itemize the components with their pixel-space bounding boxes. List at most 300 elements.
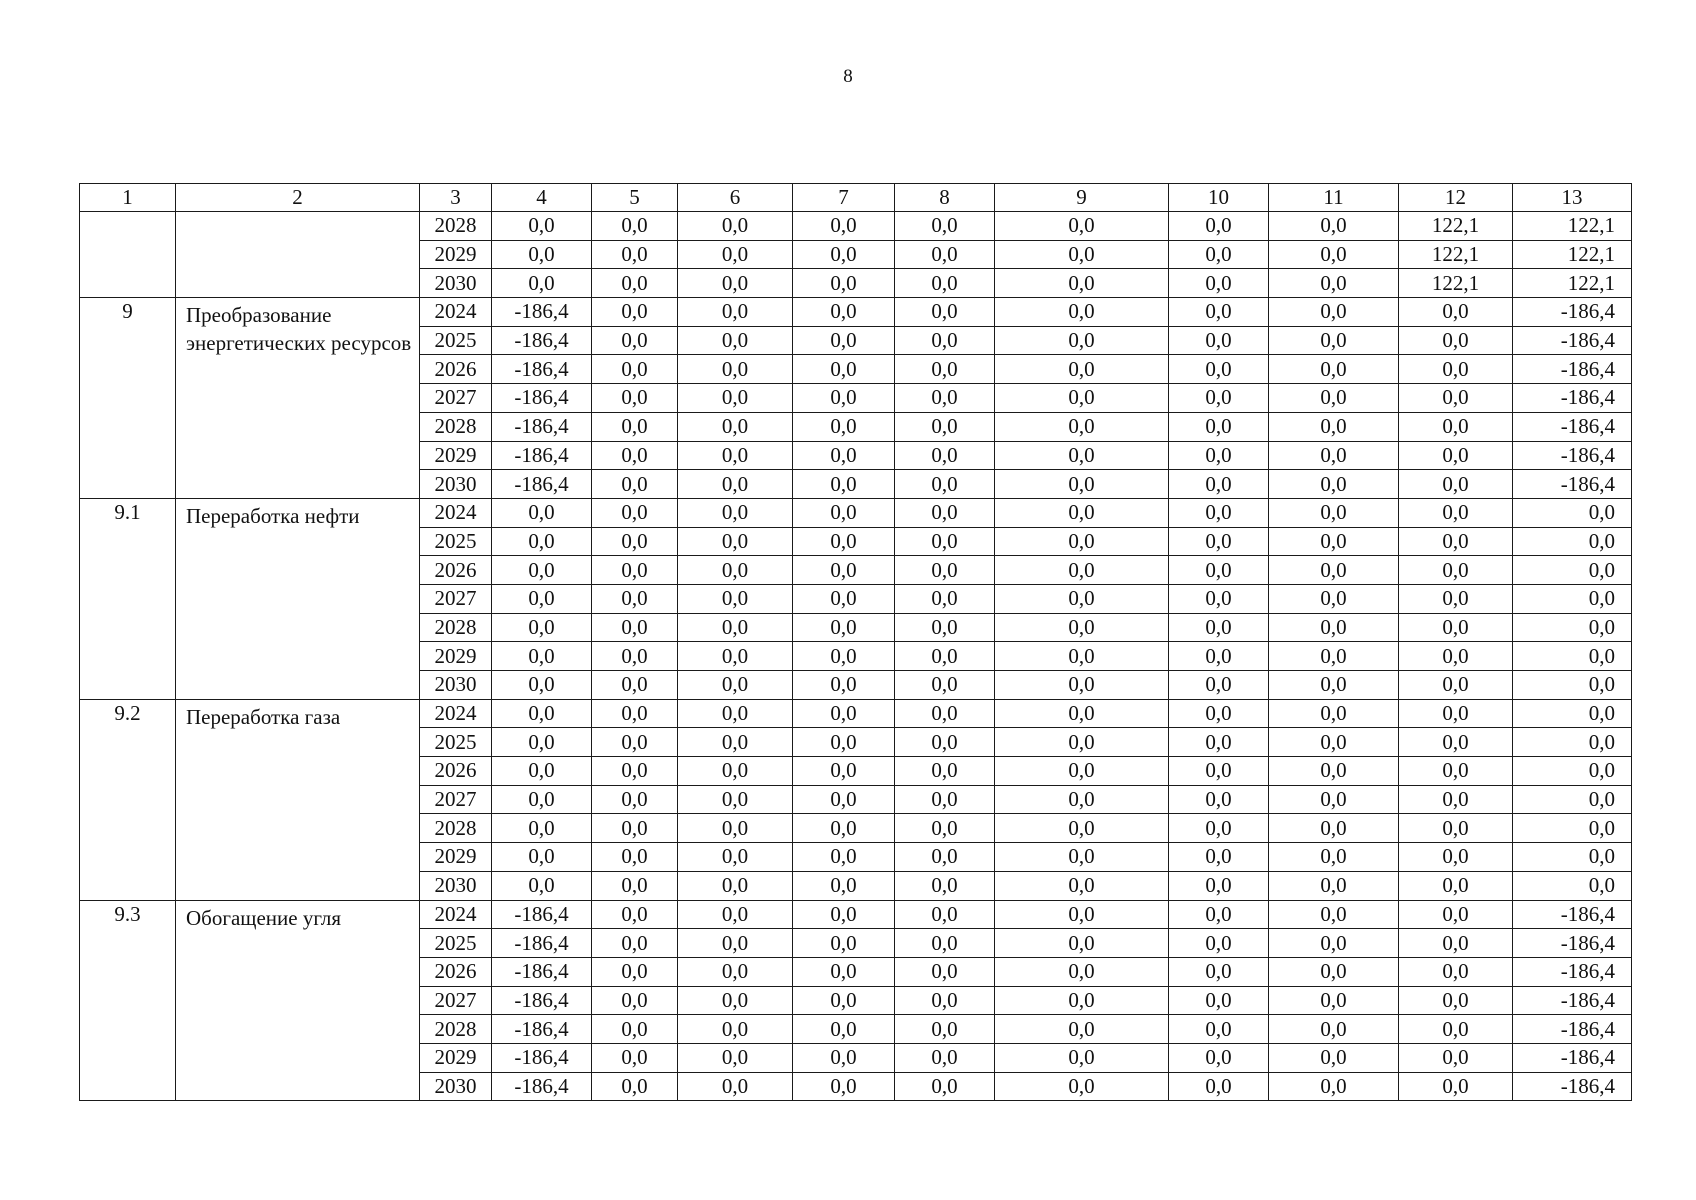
value-cell: 0,0 bbox=[895, 556, 995, 585]
value-cell: 0,0 bbox=[793, 441, 895, 470]
value-cell: 0,0 bbox=[995, 814, 1169, 843]
value-cell: 0,0 bbox=[895, 843, 995, 872]
value-cell: -186,4 bbox=[492, 1043, 592, 1072]
value-cell: 0,0 bbox=[1169, 728, 1269, 757]
value-cell: 0,0 bbox=[1513, 814, 1632, 843]
value-cell: 0,0 bbox=[895, 240, 995, 269]
value-cell: 0,0 bbox=[1169, 613, 1269, 642]
value-cell: 0,0 bbox=[1513, 843, 1632, 872]
row-number-cell bbox=[80, 212, 176, 298]
value-cell: 122,1 bbox=[1399, 212, 1513, 241]
value-cell: 0,0 bbox=[1269, 1015, 1399, 1044]
value-cell: -186,4 bbox=[1513, 326, 1632, 355]
value-cell: 0,0 bbox=[895, 584, 995, 613]
value-cell: 0,0 bbox=[895, 298, 995, 327]
value-cell: 0,0 bbox=[895, 470, 995, 499]
value-cell: 0,0 bbox=[678, 757, 793, 786]
value-cell: 0,0 bbox=[592, 412, 678, 441]
value-cell: 0,0 bbox=[592, 1072, 678, 1101]
value-cell: 0,0 bbox=[1169, 871, 1269, 900]
header-cell: 11 bbox=[1269, 184, 1399, 212]
value-cell: 0,0 bbox=[678, 986, 793, 1015]
value-cell: 0,0 bbox=[1169, 1015, 1269, 1044]
value-cell: 0,0 bbox=[995, 900, 1169, 929]
value-cell: 0,0 bbox=[1399, 843, 1513, 872]
value-cell: -186,4 bbox=[1513, 412, 1632, 441]
value-cell: 0,0 bbox=[1269, 470, 1399, 499]
value-cell: 0,0 bbox=[592, 527, 678, 556]
value-cell: 0,0 bbox=[1269, 871, 1399, 900]
year-cell: 2025 bbox=[420, 326, 492, 355]
value-cell: -186,4 bbox=[1513, 1043, 1632, 1072]
value-cell: 0,0 bbox=[995, 212, 1169, 241]
year-cell: 2028 bbox=[420, 1015, 492, 1044]
value-cell: 0,0 bbox=[895, 355, 995, 384]
value-cell: 0,0 bbox=[592, 1015, 678, 1044]
year-cell: 2024 bbox=[420, 498, 492, 527]
value-cell: 0,0 bbox=[592, 240, 678, 269]
value-cell: -186,4 bbox=[492, 929, 592, 958]
row-number-cell: 9.1 bbox=[80, 498, 176, 699]
value-cell: 0,0 bbox=[1269, 843, 1399, 872]
value-cell: 0,0 bbox=[492, 613, 592, 642]
value-cell: 0,0 bbox=[1399, 470, 1513, 499]
value-cell: 0,0 bbox=[1269, 355, 1399, 384]
value-cell: -186,4 bbox=[492, 441, 592, 470]
year-cell: 2030 bbox=[420, 671, 492, 700]
value-cell: -186,4 bbox=[1513, 1015, 1632, 1044]
year-cell: 2024 bbox=[420, 900, 492, 929]
value-cell: 0,0 bbox=[1399, 412, 1513, 441]
year-cell: 2027 bbox=[420, 584, 492, 613]
row-name-cell: Обогащение угля bbox=[176, 900, 420, 1101]
value-cell: 0,0 bbox=[592, 269, 678, 298]
value-cell: 0,0 bbox=[895, 957, 995, 986]
value-cell: 0,0 bbox=[1169, 699, 1269, 728]
year-cell: 2027 bbox=[420, 785, 492, 814]
value-cell: -186,4 bbox=[1513, 298, 1632, 327]
value-cell: 0,0 bbox=[1269, 212, 1399, 241]
value-cell: 0,0 bbox=[492, 556, 592, 585]
value-cell: 0,0 bbox=[492, 212, 592, 241]
value-cell: 0,0 bbox=[895, 613, 995, 642]
value-cell: 0,0 bbox=[1513, 527, 1632, 556]
value-cell: 0,0 bbox=[1269, 527, 1399, 556]
value-cell: 0,0 bbox=[1399, 671, 1513, 700]
value-cell: 122,1 bbox=[1399, 269, 1513, 298]
value-cell: 0,0 bbox=[1513, 871, 1632, 900]
value-cell: 0,0 bbox=[895, 269, 995, 298]
value-cell: 0,0 bbox=[492, 642, 592, 671]
value-cell: 0,0 bbox=[895, 871, 995, 900]
value-cell: 0,0 bbox=[1269, 785, 1399, 814]
value-cell: 0,0 bbox=[1513, 613, 1632, 642]
year-cell: 2024 bbox=[420, 699, 492, 728]
value-cell: 0,0 bbox=[592, 326, 678, 355]
value-cell: 0,0 bbox=[895, 527, 995, 556]
value-cell: 0,0 bbox=[1169, 269, 1269, 298]
value-cell: 122,1 bbox=[1399, 240, 1513, 269]
value-cell: 0,0 bbox=[592, 642, 678, 671]
value-cell: 0,0 bbox=[793, 642, 895, 671]
value-cell: -186,4 bbox=[1513, 384, 1632, 413]
value-cell: 0,0 bbox=[1399, 1072, 1513, 1101]
value-cell: 0,0 bbox=[1269, 269, 1399, 298]
value-cell: 0,0 bbox=[793, 1015, 895, 1044]
year-cell: 2026 bbox=[420, 355, 492, 384]
value-cell: 0,0 bbox=[995, 1072, 1169, 1101]
row-number-cell: 9.3 bbox=[80, 900, 176, 1101]
value-cell: 0,0 bbox=[895, 326, 995, 355]
page-number: 8 bbox=[843, 66, 853, 87]
value-cell: 0,0 bbox=[793, 556, 895, 585]
value-cell: -186,4 bbox=[492, 470, 592, 499]
value-cell: 0,0 bbox=[1399, 326, 1513, 355]
value-cell: 0,0 bbox=[678, 470, 793, 499]
value-cell: -186,4 bbox=[492, 1015, 592, 1044]
year-cell: 2025 bbox=[420, 527, 492, 556]
value-cell: 0,0 bbox=[1399, 785, 1513, 814]
value-cell: 0,0 bbox=[592, 584, 678, 613]
header-row bbox=[80, 184, 1632, 212]
value-cell: 0,0 bbox=[1169, 384, 1269, 413]
table-row bbox=[80, 212, 1632, 241]
value-cell: 0,0 bbox=[1169, 1072, 1269, 1101]
value-cell: 0,0 bbox=[995, 671, 1169, 700]
value-cell: 0,0 bbox=[678, 212, 793, 241]
value-cell: 0,0 bbox=[492, 584, 592, 613]
value-cell: 0,0 bbox=[995, 441, 1169, 470]
value-cell: 0,0 bbox=[793, 269, 895, 298]
year-cell: 2029 bbox=[420, 240, 492, 269]
value-cell: 0,0 bbox=[995, 412, 1169, 441]
value-cell: 0,0 bbox=[678, 1072, 793, 1101]
year-cell: 2028 bbox=[420, 814, 492, 843]
table-row bbox=[80, 498, 1632, 527]
value-cell: 0,0 bbox=[793, 584, 895, 613]
value-cell: 0,0 bbox=[1399, 384, 1513, 413]
value-cell: 0,0 bbox=[895, 986, 995, 1015]
value-cell: 0,0 bbox=[793, 757, 895, 786]
header-cell: 10 bbox=[1169, 184, 1269, 212]
value-cell: 0,0 bbox=[492, 785, 592, 814]
value-cell: 0,0 bbox=[995, 728, 1169, 757]
value-cell: 0,0 bbox=[1399, 556, 1513, 585]
value-cell: 0,0 bbox=[678, 1015, 793, 1044]
value-cell: -186,4 bbox=[492, 298, 592, 327]
row-name-cell: Переработка нефти bbox=[176, 498, 420, 699]
value-cell: 0,0 bbox=[895, 642, 995, 671]
value-cell: 0,0 bbox=[895, 1043, 995, 1072]
value-cell: 0,0 bbox=[1169, 1043, 1269, 1072]
table-row bbox=[80, 298, 1632, 327]
value-cell: 0,0 bbox=[1169, 957, 1269, 986]
value-cell: 0,0 bbox=[492, 757, 592, 786]
year-cell: 2029 bbox=[420, 1043, 492, 1072]
value-cell: 0,0 bbox=[995, 269, 1169, 298]
value-cell: 0,0 bbox=[1169, 671, 1269, 700]
value-cell: 0,0 bbox=[678, 843, 793, 872]
value-cell: 0,0 bbox=[995, 929, 1169, 958]
value-cell: 0,0 bbox=[1399, 957, 1513, 986]
value-cell: 122,1 bbox=[1513, 269, 1632, 298]
value-cell: 0,0 bbox=[793, 986, 895, 1015]
value-cell: 0,0 bbox=[995, 843, 1169, 872]
value-cell: 0,0 bbox=[995, 384, 1169, 413]
value-cell: 0,0 bbox=[592, 986, 678, 1015]
value-cell: -186,4 bbox=[492, 1072, 592, 1101]
value-cell: 0,0 bbox=[592, 671, 678, 700]
value-cell: 0,0 bbox=[592, 728, 678, 757]
value-cell: -186,4 bbox=[492, 957, 592, 986]
header-cell: 3 bbox=[420, 184, 492, 212]
value-cell: 0,0 bbox=[895, 900, 995, 929]
row-number-cell: 9.2 bbox=[80, 699, 176, 900]
value-cell: -186,4 bbox=[1513, 900, 1632, 929]
value-cell: 0,0 bbox=[678, 929, 793, 958]
value-cell: -186,4 bbox=[492, 355, 592, 384]
value-cell: 0,0 bbox=[1399, 298, 1513, 327]
value-cell: 0,0 bbox=[895, 728, 995, 757]
value-cell: 0,0 bbox=[1169, 986, 1269, 1015]
value-cell: 0,0 bbox=[592, 470, 678, 499]
value-cell: 0,0 bbox=[1169, 298, 1269, 327]
value-cell: 0,0 bbox=[1399, 1043, 1513, 1072]
year-cell: 2024 bbox=[420, 298, 492, 327]
value-cell: -186,4 bbox=[1513, 355, 1632, 384]
year-cell: 2028 bbox=[420, 412, 492, 441]
value-cell: 0,0 bbox=[793, 900, 895, 929]
value-cell: 0,0 bbox=[1269, 298, 1399, 327]
value-cell: 0,0 bbox=[895, 785, 995, 814]
data-table bbox=[79, 183, 1632, 1101]
value-cell: 0,0 bbox=[592, 298, 678, 327]
year-cell: 2030 bbox=[420, 871, 492, 900]
value-cell: 0,0 bbox=[1399, 728, 1513, 757]
value-cell: 0,0 bbox=[995, 584, 1169, 613]
value-cell: 0,0 bbox=[1169, 412, 1269, 441]
value-cell: 0,0 bbox=[678, 900, 793, 929]
value-cell: 0,0 bbox=[1269, 699, 1399, 728]
header-cell: 6 bbox=[678, 184, 793, 212]
value-cell: 0,0 bbox=[1169, 527, 1269, 556]
value-cell: 0,0 bbox=[1169, 785, 1269, 814]
value-cell: 0,0 bbox=[1399, 699, 1513, 728]
value-cell: 0,0 bbox=[678, 355, 793, 384]
value-cell: 0,0 bbox=[793, 671, 895, 700]
value-cell: 0,0 bbox=[995, 470, 1169, 499]
value-cell: 0,0 bbox=[492, 671, 592, 700]
value-cell: 0,0 bbox=[1513, 671, 1632, 700]
value-cell: 0,0 bbox=[1399, 584, 1513, 613]
value-cell: 0,0 bbox=[1169, 556, 1269, 585]
value-cell: 0,0 bbox=[492, 871, 592, 900]
value-cell: 0,0 bbox=[1513, 757, 1632, 786]
value-cell: 0,0 bbox=[793, 527, 895, 556]
value-cell: 0,0 bbox=[1169, 900, 1269, 929]
value-cell: 0,0 bbox=[1399, 1015, 1513, 1044]
value-cell: 0,0 bbox=[793, 613, 895, 642]
year-cell: 2025 bbox=[420, 929, 492, 958]
value-cell: 0,0 bbox=[1269, 556, 1399, 585]
value-cell: 0,0 bbox=[1269, 671, 1399, 700]
value-cell: 0,0 bbox=[793, 957, 895, 986]
value-cell: -186,4 bbox=[1513, 929, 1632, 958]
value-cell: 0,0 bbox=[678, 814, 793, 843]
value-cell: 0,0 bbox=[793, 326, 895, 355]
value-cell: 0,0 bbox=[1269, 384, 1399, 413]
year-cell: 2030 bbox=[420, 1072, 492, 1101]
value-cell: -186,4 bbox=[492, 326, 592, 355]
value-cell: 0,0 bbox=[793, 728, 895, 757]
value-cell: 0,0 bbox=[1169, 240, 1269, 269]
value-cell: 0,0 bbox=[1399, 757, 1513, 786]
value-cell: 0,0 bbox=[793, 498, 895, 527]
value-cell: 0,0 bbox=[995, 527, 1169, 556]
value-cell: 0,0 bbox=[1399, 642, 1513, 671]
value-cell: 0,0 bbox=[793, 843, 895, 872]
value-cell: 0,0 bbox=[1269, 584, 1399, 613]
value-cell: 0,0 bbox=[592, 355, 678, 384]
value-cell: 0,0 bbox=[1513, 785, 1632, 814]
value-cell: -186,4 bbox=[1513, 470, 1632, 499]
value-cell: 0,0 bbox=[492, 728, 592, 757]
value-cell: 0,0 bbox=[1269, 757, 1399, 786]
value-cell: 0,0 bbox=[1513, 642, 1632, 671]
value-cell: 0,0 bbox=[995, 240, 1169, 269]
value-cell: 0,0 bbox=[1269, 642, 1399, 671]
value-cell: 0,0 bbox=[995, 498, 1169, 527]
value-cell: 0,0 bbox=[678, 556, 793, 585]
value-cell: 0,0 bbox=[793, 384, 895, 413]
year-cell: 2030 bbox=[420, 470, 492, 499]
value-cell: 0,0 bbox=[895, 441, 995, 470]
value-cell: 0,0 bbox=[793, 298, 895, 327]
value-cell: 0,0 bbox=[1513, 584, 1632, 613]
value-cell: 0,0 bbox=[995, 1043, 1169, 1072]
year-cell: 2027 bbox=[420, 384, 492, 413]
value-cell: 0,0 bbox=[895, 814, 995, 843]
value-cell: 0,0 bbox=[492, 269, 592, 298]
value-cell: 0,0 bbox=[592, 871, 678, 900]
header-cell: 7 bbox=[793, 184, 895, 212]
header-cell: 8 bbox=[895, 184, 995, 212]
value-cell: 0,0 bbox=[1399, 929, 1513, 958]
value-cell: 0,0 bbox=[895, 929, 995, 958]
value-cell: 0,0 bbox=[592, 814, 678, 843]
year-cell: 2028 bbox=[420, 613, 492, 642]
value-cell: 0,0 bbox=[895, 1015, 995, 1044]
value-cell: 0,0 bbox=[1399, 986, 1513, 1015]
value-cell: 0,0 bbox=[1513, 699, 1632, 728]
value-cell: -186,4 bbox=[492, 412, 592, 441]
value-cell: 0,0 bbox=[678, 871, 793, 900]
value-cell: 0,0 bbox=[678, 527, 793, 556]
value-cell: 0,0 bbox=[1269, 986, 1399, 1015]
value-cell: 0,0 bbox=[1269, 412, 1399, 441]
value-cell: 0,0 bbox=[995, 871, 1169, 900]
value-cell: 0,0 bbox=[793, 240, 895, 269]
value-cell: 0,0 bbox=[592, 785, 678, 814]
value-cell: 0,0 bbox=[793, 871, 895, 900]
value-cell: 0,0 bbox=[592, 900, 678, 929]
value-cell: 0,0 bbox=[678, 326, 793, 355]
year-cell: 2026 bbox=[420, 556, 492, 585]
value-cell: 0,0 bbox=[995, 613, 1169, 642]
value-cell: 0,0 bbox=[793, 355, 895, 384]
header-cell: 9 bbox=[995, 184, 1169, 212]
value-cell: 0,0 bbox=[678, 642, 793, 671]
value-cell: 0,0 bbox=[592, 613, 678, 642]
value-cell: 122,1 bbox=[1513, 240, 1632, 269]
value-cell: 0,0 bbox=[895, 671, 995, 700]
value-cell: 0,0 bbox=[678, 671, 793, 700]
value-cell: 0,0 bbox=[1169, 470, 1269, 499]
value-cell: 0,0 bbox=[678, 384, 793, 413]
value-cell: 0,0 bbox=[678, 584, 793, 613]
value-cell: 0,0 bbox=[592, 441, 678, 470]
value-cell: 0,0 bbox=[1269, 498, 1399, 527]
value-cell: 0,0 bbox=[678, 785, 793, 814]
value-cell: 0,0 bbox=[1399, 814, 1513, 843]
value-cell: 0,0 bbox=[793, 470, 895, 499]
value-cell: -186,4 bbox=[492, 384, 592, 413]
value-cell: 0,0 bbox=[592, 498, 678, 527]
value-cell: 0,0 bbox=[793, 212, 895, 241]
year-cell: 2027 bbox=[420, 986, 492, 1015]
row-name-cell bbox=[176, 212, 420, 298]
row-name-cell: Переработка газа bbox=[176, 699, 420, 900]
value-cell: 0,0 bbox=[492, 498, 592, 527]
value-cell: -186,4 bbox=[492, 900, 592, 929]
table-row bbox=[80, 699, 1632, 728]
header-cell: 2 bbox=[176, 184, 420, 212]
value-cell: 0,0 bbox=[592, 929, 678, 958]
value-cell: 0,0 bbox=[678, 412, 793, 441]
value-cell: 0,0 bbox=[1269, 613, 1399, 642]
header-cell: 4 bbox=[492, 184, 592, 212]
value-cell: 0,0 bbox=[592, 212, 678, 241]
row-name-cell: Преобразование энергетических ресурсов bbox=[176, 298, 420, 499]
value-cell: 0,0 bbox=[1513, 498, 1632, 527]
value-cell: 0,0 bbox=[1269, 1043, 1399, 1072]
value-cell: 0,0 bbox=[592, 384, 678, 413]
value-cell: 0,0 bbox=[1513, 556, 1632, 585]
value-cell: 0,0 bbox=[793, 412, 895, 441]
value-cell: 0,0 bbox=[895, 384, 995, 413]
value-cell: 0,0 bbox=[995, 757, 1169, 786]
value-cell: 0,0 bbox=[1269, 814, 1399, 843]
value-cell: 0,0 bbox=[793, 1043, 895, 1072]
value-cell: -186,4 bbox=[1513, 441, 1632, 470]
value-cell: 0,0 bbox=[895, 212, 995, 241]
value-cell: 0,0 bbox=[1169, 642, 1269, 671]
value-cell: 0,0 bbox=[678, 699, 793, 728]
value-cell: 0,0 bbox=[1269, 900, 1399, 929]
value-cell: 0,0 bbox=[1269, 957, 1399, 986]
value-cell: 0,0 bbox=[995, 326, 1169, 355]
value-cell: 0,0 bbox=[1399, 871, 1513, 900]
value-cell: 0,0 bbox=[678, 298, 793, 327]
year-cell: 2029 bbox=[420, 843, 492, 872]
value-cell: 0,0 bbox=[678, 498, 793, 527]
value-cell: -186,4 bbox=[1513, 986, 1632, 1015]
row-number-cell: 9 bbox=[80, 298, 176, 499]
value-cell: 0,0 bbox=[995, 1015, 1169, 1044]
value-cell: 0,0 bbox=[678, 269, 793, 298]
value-cell: -186,4 bbox=[492, 986, 592, 1015]
year-cell: 2025 bbox=[420, 728, 492, 757]
